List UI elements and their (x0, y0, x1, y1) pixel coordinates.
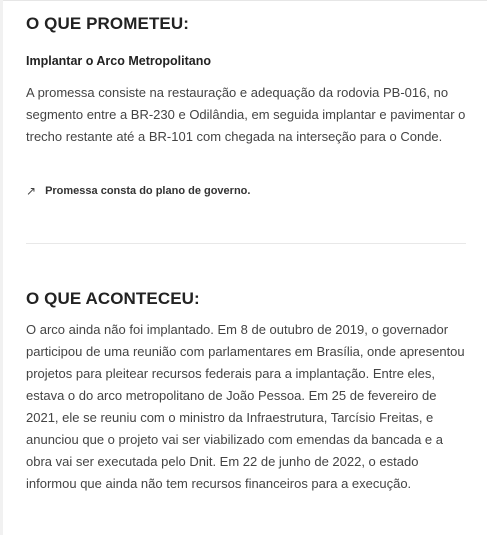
arrow-up-right-icon: ↗ (26, 184, 37, 198)
section-divider (26, 243, 466, 244)
promise-source-note-text: Promessa consta do plano de governo. (45, 185, 251, 197)
top-rule (0, 0, 487, 1)
left-edge-strip (0, 0, 3, 535)
happened-description: O arco ainda não foi implantado. Em 8 de outubro de 2019, o governador participou de uma reunião com parlamentares em Brasília, onde apresentou projetos para pleitear recursos federais para a implantação. Entre eles, estava o do arco metropolitano de João Pessoa. Em 25 de fevereiro de 2021, ele se reuniu com o ministro da Infraestrutura, Tarcísio Freitas, e anunciou que o projeto vai ser viabilizado com emendas da bancada e a obra vai ser executada pelo Dnit. Em 22 de junho de 2022, o estado informou que ainda não tem recursos financeiros para a execução. (26, 322, 465, 491)
promise-heading: Implantar o Arco Metropolitano (26, 54, 211, 68)
happened-section-title: O QUE ACONTECEU: (26, 289, 200, 308)
promise-description: A promessa consiste na restauração e adequação da rodovia PB-016, no segmento entre a BR-230 e Odilândia, em seguida implantar e pavimentar o trecho restante até a BR-101 com chegada na interseção para o Conde. (26, 85, 466, 144)
promise-source-note (26, 184, 250, 198)
promise-section-title: O QUE PROMETEU: (26, 14, 190, 33)
